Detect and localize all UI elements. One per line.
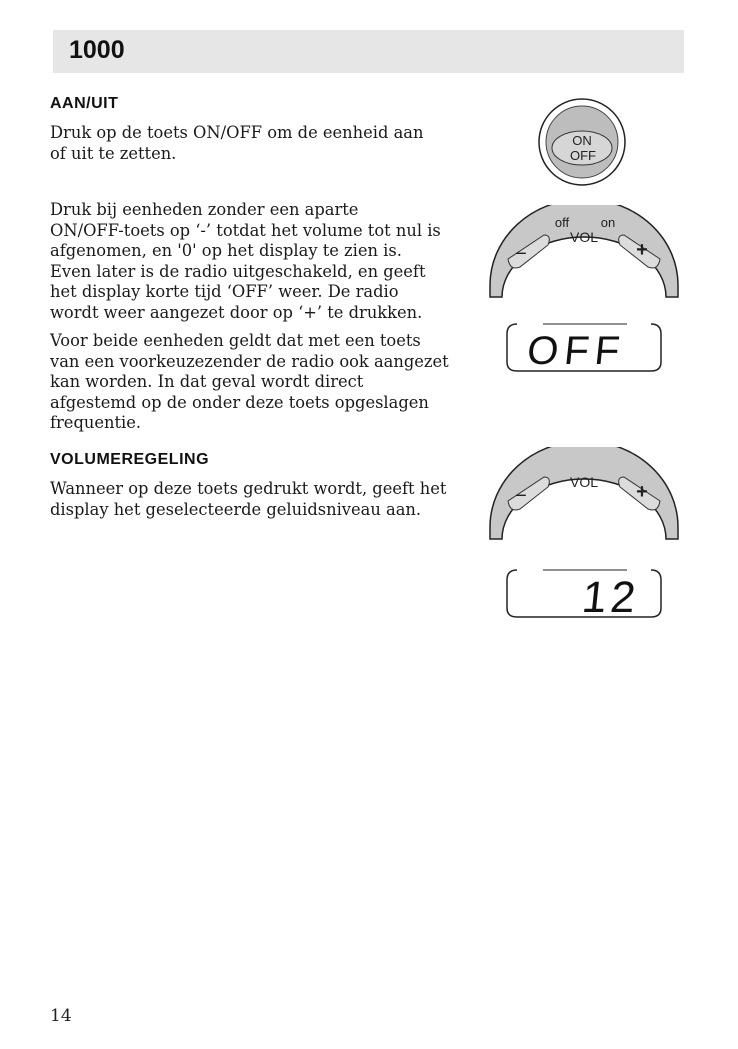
vol-label: VOL [569,229,599,245]
text-line: of uit te zetten. [50,143,177,163]
off-label: OFF [570,148,596,163]
text-line: Even later is de radio uitgeschakeld, en geeft [50,261,426,281]
text-line: frequentie. [50,413,142,432]
text-line: Wanneer op deze toets gedrukt wordt, geeft het [50,479,447,498]
text-line: kan worden. In dat geval wordt direct [50,372,364,391]
on-off-button-illustration [536,96,628,188]
paragraph-on-off-volume [50,200,475,323]
display-illustration-volume [503,562,665,622]
text-line: afgenomen, en '0' op het display te zien is. [50,241,402,260]
section-heading-volume: VOLUMEREGELING [50,451,210,468]
header-bar [53,30,684,73]
minus-icon: − [515,243,527,265]
display-illustration-off [503,316,665,376]
text-line: afgestemd op de onder deze toets opgeslagen [50,392,429,412]
on-label: ON [572,133,592,148]
vol-label: VOL [569,474,599,490]
display-text-off: OFF [525,329,628,373]
text-line: ON/OFF-toets op ‘-’ totdat het volume tot nul is [50,220,441,240]
text-line: Voor beide eenheden geldt dat met een toets [50,331,421,350]
minus-icon: − [515,485,527,507]
display-text-volume: 12 [579,573,642,622]
text-line: display het geselecteerde geluidsniveau aan. [50,499,422,519]
text-line: het display korte tijd ‘OFF’ weer. De radio [50,282,399,301]
on-label: on [600,215,616,230]
section-heading-on-off: AAN/UIT [50,95,119,112]
volume-control-illustration-2 [486,447,682,543]
off-label: off [554,215,570,230]
text-line: van een voorkeuzezender de radio ook aangezet [50,351,449,371]
page-number: 14 [50,1006,72,1026]
volume-control-illustration-1 [486,205,682,301]
paragraph-volume [50,479,475,520]
text-line: Druk bij eenheden zonder een aparte [50,200,359,219]
paragraph-on-off-preset [50,331,475,434]
text-line: Druk op de toets ON/OFF om de eenheid aan [50,123,424,142]
paragraph-on-off-intro [50,123,475,164]
text-line: wordt weer aangezet door op ‘+’ te drukken. [50,302,423,322]
plus-icon: + [636,481,648,503]
plus-icon: + [636,239,648,261]
page-header-title: 1000 [69,36,125,64]
